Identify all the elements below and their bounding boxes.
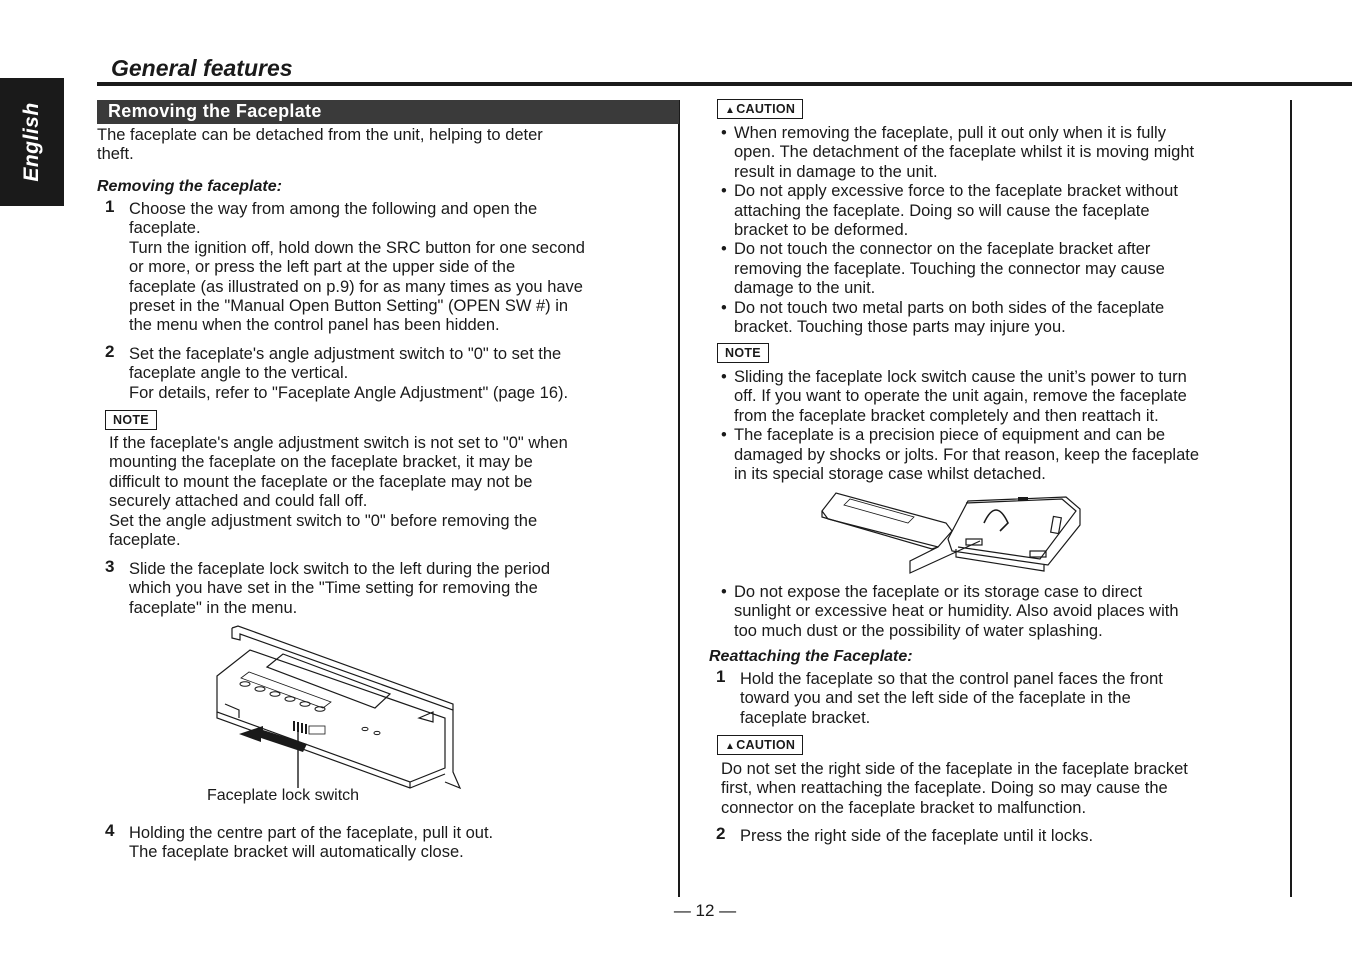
title-rule — [97, 82, 1352, 86]
step-text: Choose the way from among the following and open the faceplate. Turn the ignition off, hold down the SRC button for one second or more, or press the left part at the upper side of the faceplate (as illustrated on p.9) for as many times as you have preset in the "Manual Open Button Setting" (OPEN SW #) in the menu when the control panel has been hidden. — [129, 200, 585, 335]
language-label: English — [20, 102, 43, 182]
note-list — [717, 368, 1289, 484]
caution-tag: ▲CAUTION — [717, 735, 803, 755]
caution-item: • Do not apply excessive force to the faceplate bracket without attaching the faceplate. Doing so will cause the faceplate bracket to be deformed. — [717, 182, 1289, 240]
caution-tag: ▲CAUTION — [717, 99, 803, 119]
step-number: 3 — [105, 557, 115, 576]
step-text: Holding the centre part of the faceplate, pull it out. The faceplate bracket will automatically close. — [129, 824, 494, 862]
page-number: — 12 — — [673, 901, 737, 920]
step-number: 1 — [716, 667, 726, 686]
storage-case-illustration — [818, 487, 1083, 579]
page-title: General features — [111, 55, 293, 81]
step-text: Set the faceplate's angle adjustment switch to "0" to set the faceplate angle to the vertical. For details, refer to "Faceplate Angle Adjustment" (page 16). — [129, 345, 569, 402]
step-number: 2 — [716, 824, 726, 843]
note-item: • The faceplate is a precision piece of equipment and can be damaged by shocks or jolts. For that reason, keep the faceplate in its special storage case whilst detached. — [717, 426, 1289, 484]
note-tag: NOTE — [105, 410, 157, 430]
caution-item: • When removing the faceplate, pull it out only when it is fully open. The detachment of the faceplate whilst it is moving might result in damage to the unit. — [717, 124, 1289, 182]
caution-list — [717, 124, 1289, 337]
step-text: Hold the faceplate so that the control panel faces the front toward you and set the left side of the faceplate in the faceplate bracket. — [740, 670, 1163, 727]
faceplate-unit-illustration — [205, 622, 470, 790]
storage-item: • Do not expose the faceplate or its storage case to direct sunlight or excessive heat or humidity. Also avoid places with too much dust or the possibility of water splashing. — [717, 583, 1289, 641]
warning-triangle-icon: ▲ — [725, 105, 736, 116]
caution-item: • Do not touch two metal parts on both sides of the faceplate bracket. Touching those parts may injure you. — [717, 299, 1289, 338]
note-text: If the faceplate's angle adjustment switch is not set to "0" when mounting the faceplate on the faceplate bracket, it may be difficult to mount the faceplate or the faceplate may not be securely attached and could fall off. Set the angle adjustment switch to "0" before removing the faceplate. — [109, 434, 568, 550]
caution-item: • Do not touch the connector on the faceplate bracket after removing the faceplate. Touching the connector may cause damage to the unit. — [717, 240, 1289, 298]
section-heading: Removing the Faceplate — [97, 100, 679, 124]
removing-subheading: Removing the faceplate: — [97, 178, 282, 195]
step-text: Press the right side of the faceplate until it locks. — [740, 827, 1094, 845]
caution-text: Do not set the right side of the faceplate in the faceplate bracket first, when reattaching the faceplate. Doing so may cause the connector on the faceplate bracket to malfunction. — [721, 760, 1188, 817]
intro-text: The faceplate can be detached from the unit, helping to deter theft. — [97, 126, 543, 164]
note-item: • Sliding the faceplate lock switch cause the unit’s power to turn off. If you want to operate the unit again, remove the faceplate from the faceplate bracket completely and then reattach it. — [717, 368, 1289, 426]
warning-triangle-icon: ▲ — [725, 741, 736, 752]
figure-label: Faceplate lock switch — [207, 787, 360, 804]
note-tag: NOTE — [717, 343, 769, 363]
storage-list — [717, 583, 1289, 641]
step-number: 4 — [105, 821, 115, 840]
step-text: Slide the faceplate lock switch to the left during the period which you have set in the "Time setting for removing the faceplate" in the menu. — [129, 560, 550, 617]
right-edge-rule — [1290, 100, 1292, 897]
reattaching-subheading: Reattaching the Faceplate: — [709, 648, 913, 665]
column-divider — [678, 100, 680, 897]
language-tab — [0, 78, 64, 206]
step-number: 1 — [105, 197, 115, 216]
step-number: 2 — [105, 342, 115, 361]
